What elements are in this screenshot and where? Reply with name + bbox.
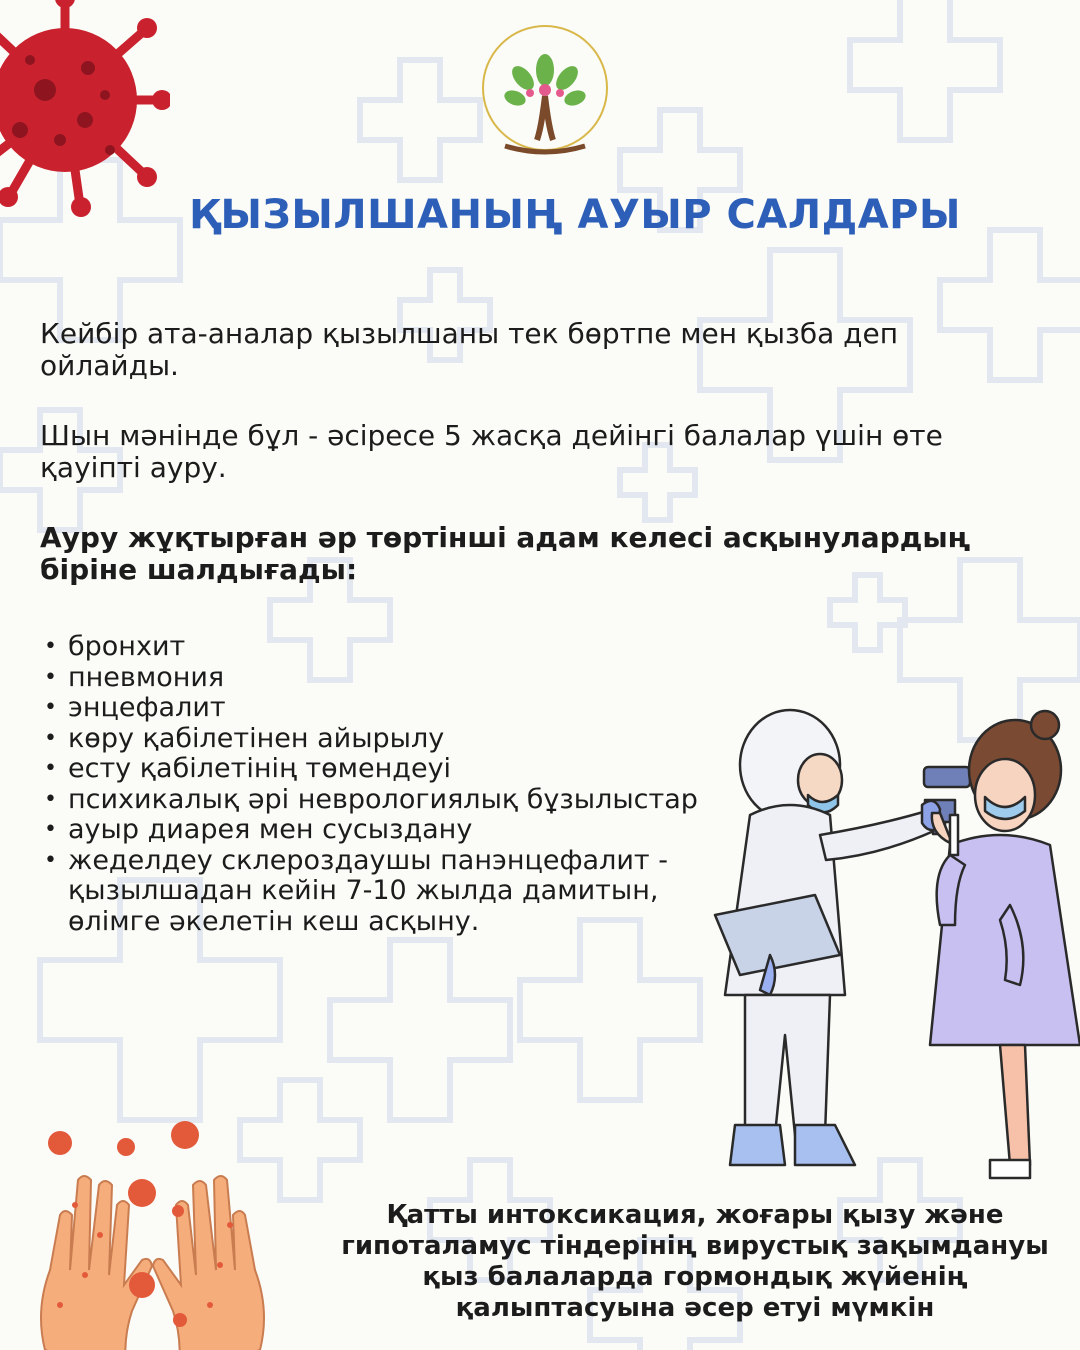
footer-note: Қатты интоксикация, жоғары қызу және гипоталамус тіндерінің вирустық зақымдануы қыз балаларда гормондық жүйенің қалыптасуына әсер етуі мүмкін [341, 1200, 1049, 1323]
tree-logo-icon [475, 18, 615, 168]
page-title: ҚЫЗЫЛШАНЫҢ АУЫР САЛДАРЫ [189, 192, 961, 238]
list-item: • көру қабілетінен айырылу [44, 724, 724, 755]
intro-paragraph: Кейбір ата-аналар қызылшаны тек бөртпе мен қызба деп ойлайды. [40, 317, 899, 382]
list-item: • есту қабілетінің төмендеуі [44, 754, 724, 785]
list-item: • ауыр диарея мен сусыздану [44, 815, 724, 846]
complications-heading: Ауру жұқтырған әр төртінші адам келесі асқынулардың біріне шалдығады: [40, 521, 971, 586]
rash-hands-illustration [30, 1115, 275, 1350]
list-item: • жеделдеу склероздаушы панэнцефалит - қызылшадан кейін 7-10 жылда дамитын, өлімге әкелетін кеш асқыну. [44, 846, 724, 938]
list-item: • бронхит [44, 632, 724, 663]
list-item: • психикалық әрі неврологиялық бұзылыстар [44, 785, 724, 816]
virus-icon [0, 0, 170, 220]
complications-list [44, 632, 724, 937]
list-item: • пневмония [44, 663, 724, 694]
medic-temperature-check-illustration [700, 705, 1080, 1195]
list-item: • энцефалит [44, 693, 724, 724]
danger-paragraph: Шын мәнінде бұл - әсіресе 5 жасқа дейінгі балалар үшін өте қауіпті ауру. [40, 419, 943, 484]
